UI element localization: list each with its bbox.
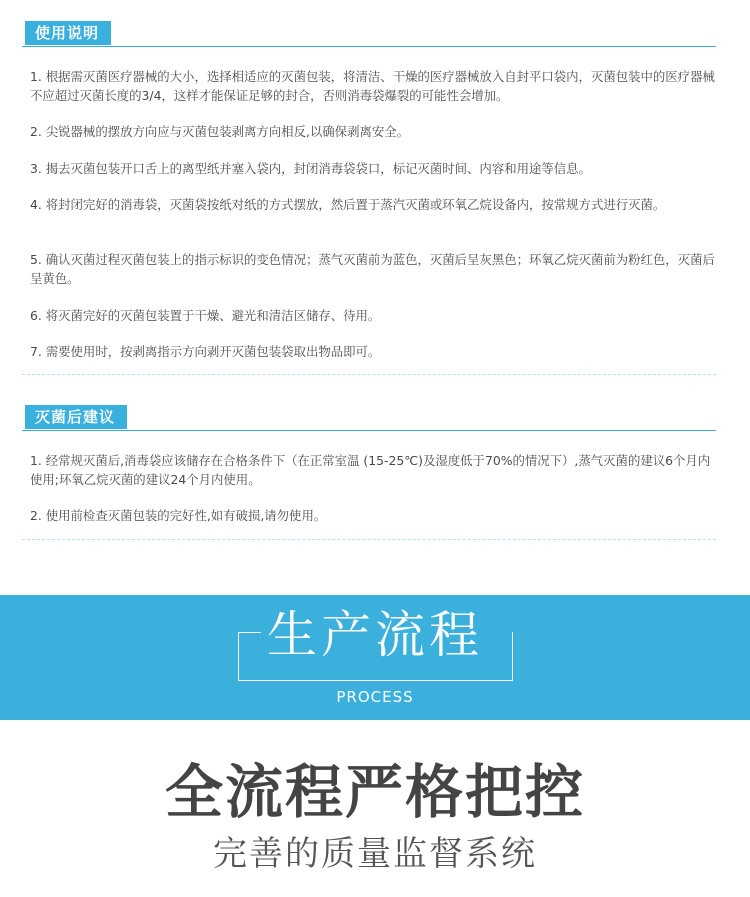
usage-item-3: 3. 揭去灭菌包装开口舌上的离型纸并塞入袋内，封闭消毒袋袋口，标记灭菌时间、内容和用途等信息。 [30, 161, 591, 176]
quality-subtitle: 完善的质量监督系统 [213, 834, 537, 874]
usage-item-5: 5. 确认灭菌过程灭菌包装上的指示标识的变色情况；蒸气灭菌前为蓝色，灭菌后呈灰黑色；环氧乙烷灭菌前为粉红色，灭菌后呈黄色。 [30, 252, 715, 286]
usage-item-1: 1. 根据需灭菌医疗器械的大小，选择相适应的灭菌包装，将清洁、干燥的医疗器械放入自封平口袋内，灭菌包装中的医疗器械不应超过灭菌长度的3/4，这样才能保证足够的封合，否则消毒袋爆裂的可能性会增加。 [30, 69, 715, 103]
usage-item-2: 2. 尖锐器械的摆放方向应与灭菌包装剥离方向相反,以确保剥离安全。 [30, 124, 410, 139]
after-header-label: 灭菌后建议 [25, 405, 127, 429]
usage-item-6: 6. 将灭菌完好的灭菌包装置于干燥、避光和清洁区储存、待用。 [30, 308, 381, 323]
usage-header-label: 使用说明 [25, 21, 111, 45]
after-section-header [22, 405, 716, 429]
after-header-rule [22, 430, 716, 431]
quality-title: 全流程严格把控 [164, 758, 585, 826]
usage-section-header [22, 21, 716, 45]
banner-frame-bottom [238, 680, 512, 681]
process-subtitle: PROCESS [336, 688, 414, 706]
after-item-2: 2. 使用前检查灭菌包装的完好性,如有破损,请勿使用。 [30, 508, 327, 523]
usage-item-7: 7. 需要使用时，按剥离指示方向剥开灭菌包装袋取出物品即可。 [30, 344, 381, 359]
usage-header-rule [22, 46, 716, 47]
after-divider [22, 539, 716, 540]
usage-divider [22, 374, 716, 375]
process-banner [0, 595, 750, 720]
after-item-1: 1. 经常规灭菌后,消毒袋应该储存在合格条件下（在正常室温 (15-25℃)及湿度低于70%的情况下）,蒸气灭菌的建议6个月内使用;环氧乙烷灭菌的建议24个月内使用。 [30, 453, 711, 487]
process-title: 生产流程 [267, 606, 483, 664]
usage-item-4: 4. 将封闭完好的消毒袋，灭菌袋按纸对纸的方式摆放，然后置于蒸汽灭菌或环氧乙烷设备内，按常规方式进行灭菌。 [30, 197, 666, 212]
